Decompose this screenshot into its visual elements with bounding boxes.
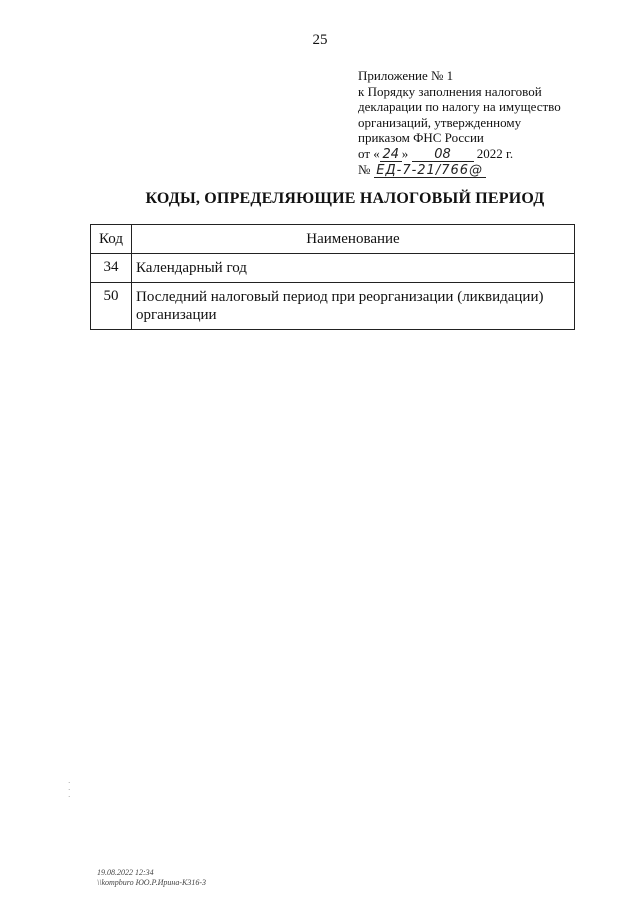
table-row [91, 254, 575, 283]
date-mid: » [401, 145, 409, 161]
date-month: 08 [412, 149, 474, 162]
footer-line: \\kompburo ЮО.Р.Ирина-К316-3 [97, 878, 206, 887]
page-number: 25 [312, 32, 328, 48]
number-prefix: № [358, 161, 371, 177]
appendix-date-line [358, 146, 561, 162]
footer-stamp [97, 868, 206, 888]
appendix-line: Приложение № 1 [358, 68, 454, 83]
cell-code: 34 [91, 254, 132, 283]
appendix-number-line [358, 162, 561, 178]
order-number: ЕД-7-21/766@ [374, 165, 486, 178]
codes-table [90, 224, 575, 330]
appendix-line: к Порядку заполнения налоговой [358, 83, 542, 99]
appendix-block [358, 68, 561, 178]
header-name: Наименование [132, 225, 575, 254]
appendix-line: декларации по налогу на имущество [358, 99, 561, 114]
footer-line: 19.08.2022 12:34 [97, 868, 154, 877]
appendix-line: приказом ФНС России [358, 130, 484, 145]
date-year: 2022 г. [476, 145, 514, 161]
date-prefix: от « [358, 145, 380, 161]
appendix-line: организаций, утвержденному [358, 114, 522, 130]
cell-name: Последний налоговый период при реорганизации (ликвидации) организации [132, 283, 575, 330]
header-code: Код [91, 225, 132, 254]
margin-mark: · · · [68, 779, 71, 801]
table-header-row [91, 225, 575, 254]
cell-name: Календарный год [132, 254, 575, 283]
page-title: КОДЫ, ОПРЕДЕЛЯЮЩИЕ НАЛОГОВЫЙ ПЕРИОД [145, 190, 545, 207]
cell-code: 50 [91, 283, 132, 330]
date-day: 24 [380, 149, 402, 162]
table-row [91, 283, 575, 330]
